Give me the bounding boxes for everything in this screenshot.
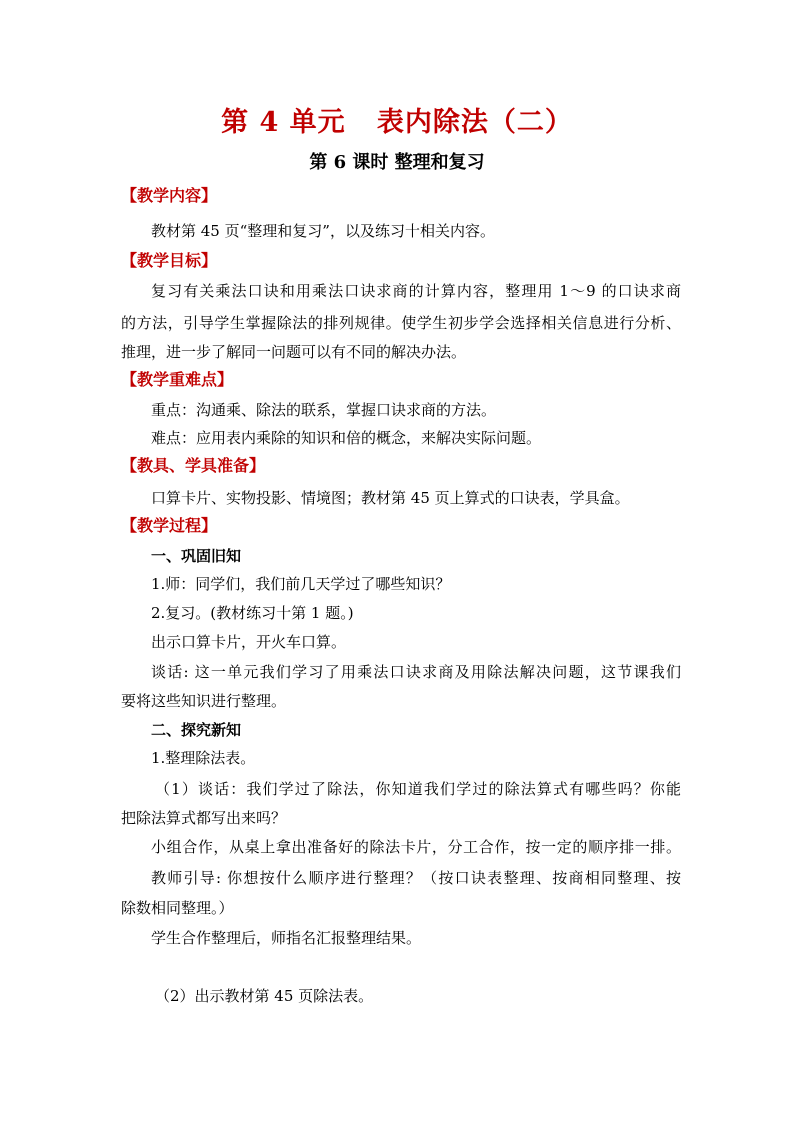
tools-paragraph: 口算卡片、实物投影、情境图；教材第 45 页上算式的口诀表，学具盒。: [151, 489, 630, 507]
unit-title: 第 4 单元 表内除法（二）: [221, 107, 573, 138]
process-paragraph-10: （2）出示教材第 45 页除法表。: [155, 987, 374, 1005]
goals-line-1: 复习有关乘法口诀和用乘法口诀求商的计算内容，整理用 1～9 的口诀求商: [151, 282, 681, 300]
heading-teaching-goals: 【教学目标】: [121, 251, 218, 270]
heading-teaching-process: 【教学过程】: [121, 516, 218, 535]
process-paragraph-6-line-2: 把除法算式都写出来吗？: [121, 809, 287, 827]
process-paragraph-9: 学生合作整理后，师指名汇报整理结果。: [151, 929, 422, 947]
process-paragraph-1: 1.师：同学们，我们前几天学过了哪些知识？: [151, 575, 451, 593]
process-paragraph-8-line-1: 教师引导: 你想按什么顺序进行整理？（按口诀表整理、按商相同整理、按: [151, 869, 681, 887]
goals-line-3: 推理，进一步了解同一问题可以有不同的解决办法。: [121, 343, 467, 361]
process-paragraph-4-line-1: 谈话: 这一单元我们学习了用乘法口诀求商及用除法解决问题，这节课我们: [151, 663, 681, 681]
process-paragraph-7: 小组合作，从桌上拿出准备好的除法卡片，分工合作，按一定的顺序排一排。: [151, 838, 681, 856]
keypoint-difficulty: 难点：应用表内乘除的知识和倍的概念，来解决实际问题。: [151, 429, 542, 447]
process-paragraph-2: 2.复习。(教材练习十第 1 题。): [151, 604, 354, 622]
content-paragraph: 教材第 45 页“整理和复习”，以及练习十相关内容。: [151, 222, 495, 240]
process-paragraph-4-line-2: 要将这些知识进行整理。: [121, 692, 287, 710]
heading-teaching-content: 【教学内容】: [121, 186, 218, 205]
process-paragraph-3: 出示口算卡片，开火车口算。: [151, 633, 347, 651]
process-part2-title: 二、探究新知: [151, 721, 242, 739]
heading-teaching-tools: 【教具、学具准备】: [121, 456, 266, 475]
lesson-subtitle: 第 6 课时 整理和复习: [309, 152, 485, 173]
goals-line-2: 的方法，引导学生掌握除法的排列规律。使学生初步学会选择相关信息进行分析、: [121, 314, 681, 332]
process-part1-title: 一、巩固旧知: [151, 547, 242, 565]
process-paragraph-8-line-2: 除数相同整理。）: [121, 899, 234, 917]
keypoint-focus: 重点：沟通乘、除法的联系，掌握口诀求商的方法。: [151, 401, 497, 419]
process-paragraph-5: 1.整理除法表。: [151, 749, 256, 767]
process-paragraph-6-line-1: （1）谈话：我们学过了除法，你知道我们学过的除法算式有哪些吗？你能: [155, 780, 681, 798]
heading-key-points: 【教学重难点】: [121, 370, 234, 389]
